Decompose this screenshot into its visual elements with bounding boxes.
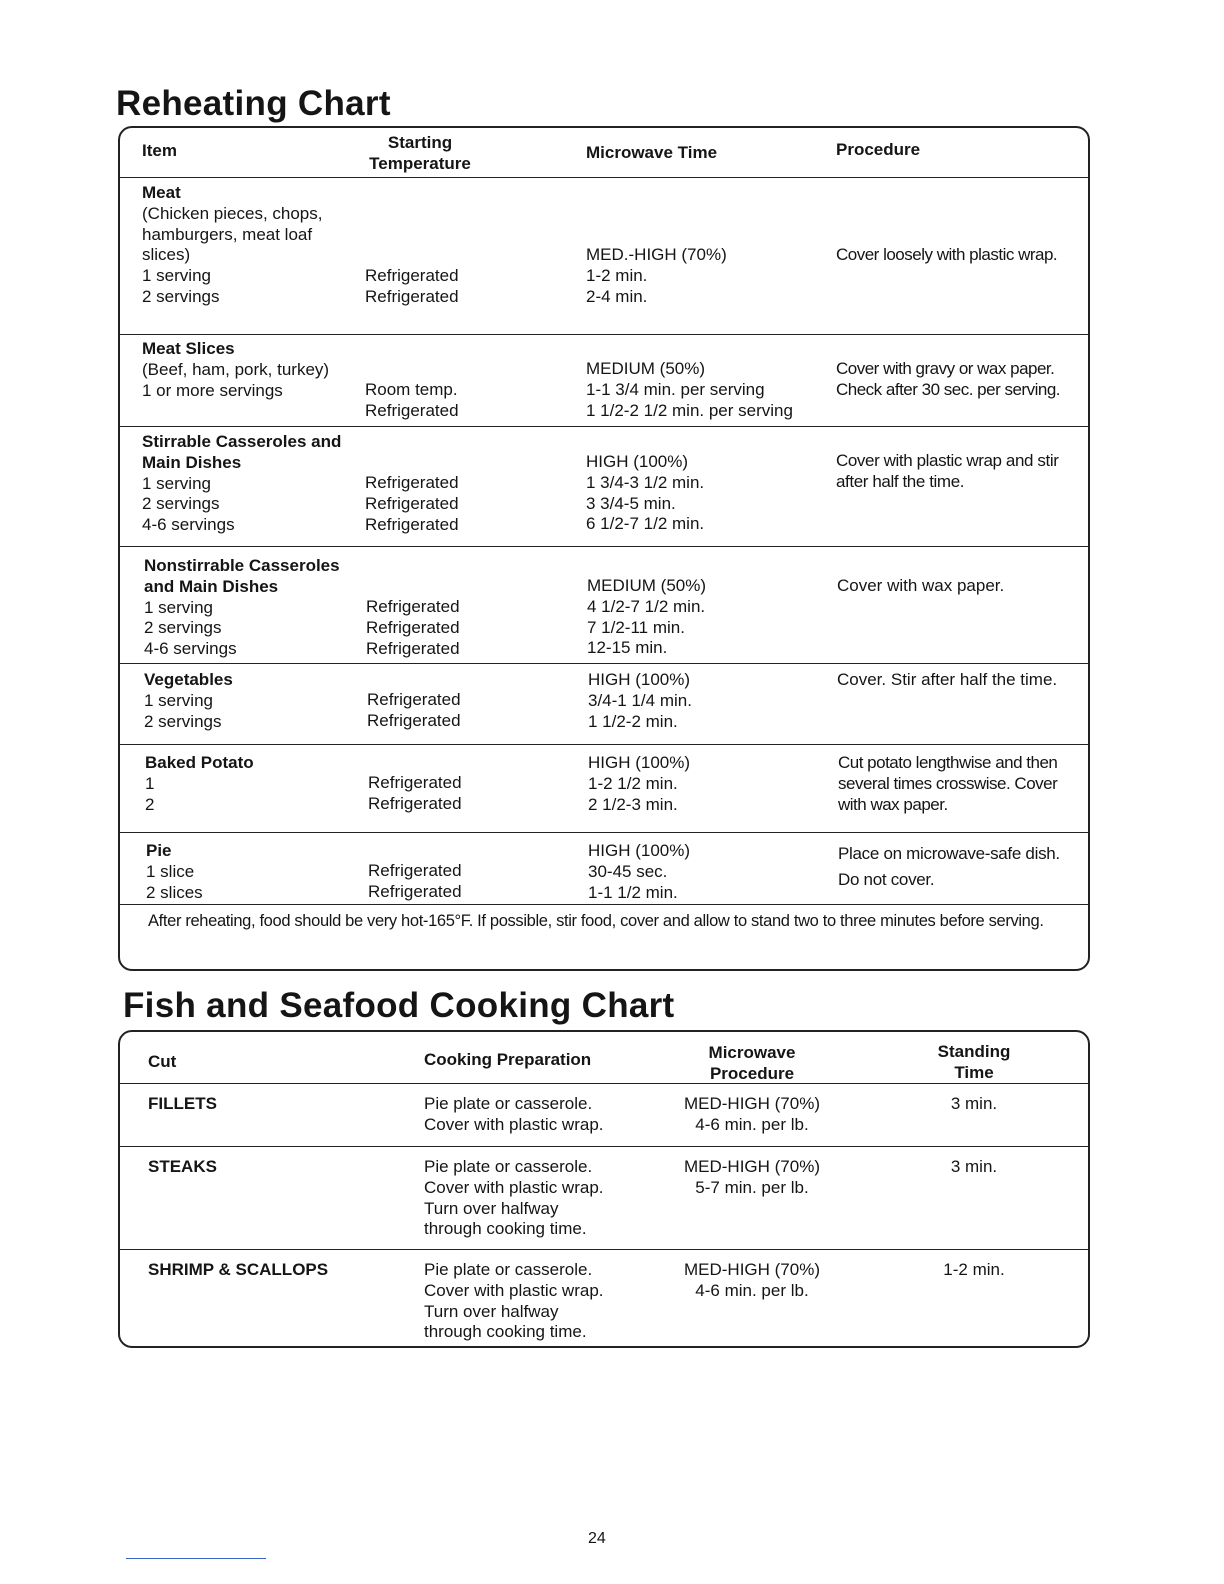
row-divider [120, 426, 1088, 427]
procedure-cell: Cover. Stir after half the time. [837, 670, 1058, 689]
item-cell [144, 670, 233, 732]
fish-chart-title: Fish and Seafood Cooking Chart [123, 986, 675, 1025]
time-cell: MEDIUM (50%) 1-1 3/4 min. per serving 1 1/2-2 1/2 min. per serving [586, 359, 793, 420]
header-procedure: Procedure [836, 140, 921, 159]
time-cell: HIGH (100%) 1 3/4-3 1/2 min. 3 3/4-5 min. 6 1/2-7 1/2 min. [586, 452, 705, 534]
standing-time-cell: 3 min. [950, 1094, 998, 1113]
preparation-cell: Pie plate or casserole. Cover with plastic wrap. Turn over halfway through cooking time. [424, 1157, 604, 1239]
temperature-cell: Refrigerated Refrigerated Refrigerated [366, 597, 460, 658]
footer-rule [126, 1558, 266, 1559]
temperature-cell: Refrigerated Refrigerated [368, 861, 462, 901]
procedure-cell: Cut potato lengthwise and then several times crosswise. Cover with wax paper. [838, 753, 1058, 814]
item-cell [142, 432, 341, 536]
item-detail: 1 serving 2 servings 4-6 servings [142, 473, 235, 535]
header-cooking-preparation: Cooking Preparation [424, 1050, 592, 1069]
microwave-procedure-cell: MED-HIGH (70%) 5-7 min. per lb. [683, 1157, 820, 1197]
item-cell [142, 183, 322, 308]
cut-cell: SHRIMP & SCALLOPS [148, 1260, 329, 1279]
time-cell: MED.-HIGH (70%) 1-2 min. 2-4 min. [586, 245, 727, 306]
procedure-cell: Cover with wax paper. [837, 576, 1005, 595]
procedure-cell: Place on microwave-safe dish. Do not cover. [838, 844, 1060, 889]
header-divider [120, 177, 1088, 178]
table-row [120, 183, 1088, 333]
row-divider [120, 334, 1088, 335]
preparation-cell: Pie plate or casserole. Cover with plastic wrap. Turn over halfway through cooking time. [424, 1260, 604, 1342]
item-detail: 1 slice 2 slices [146, 861, 203, 902]
item-title: Vegetables [144, 670, 233, 689]
item-cell [142, 339, 329, 401]
item-title: Meat [142, 183, 181, 202]
item-title: Meat Slices [142, 339, 235, 358]
header-item: Item [142, 141, 177, 160]
item-title: Stirrable Casseroles and Main Dishes [142, 432, 342, 472]
item-detail: 1 serving 2 servings 4-6 servings [144, 597, 237, 659]
temperature-cell: Refrigerated Refrigerated [367, 690, 461, 730]
microwave-procedure-cell: MED-HIGH (70%) 4-6 min. per lb. [683, 1094, 820, 1134]
header-starting-temperature: Starting Temperature [369, 133, 471, 173]
item-detail: 1 2 [145, 773, 155, 814]
standing-time-cell: 3 min. [950, 1157, 998, 1176]
procedure-cell: Cover loosely with plastic wrap. [836, 245, 1058, 264]
header-standing-time: Standing Time [937, 1042, 1011, 1082]
time-cell: HIGH (100%) 1-2 1/2 min. 2 1/2-3 min. [588, 753, 691, 814]
reheating-note: After reheating, food should be very hot-165°F. If possible, stir food, cover and allow to stand two to three minutes before serving. [148, 912, 1044, 930]
item-title: Pie [146, 841, 172, 860]
time-cell: MEDIUM (50%) 4 1/2-7 1/2 min. 7 1/2-11 min. 12-15 min. [587, 576, 707, 658]
fish-seafood-chart-table [118, 1030, 1090, 1348]
row-divider [120, 1146, 1088, 1147]
item-cell [146, 841, 203, 903]
preparation-cell: Pie plate or casserole. Cover with plastic wrap. [424, 1094, 604, 1134]
item-detail: 1 serving 2 servings [144, 690, 222, 731]
temperature-cell: Refrigerated Refrigerated [368, 773, 462, 813]
cut-cell: STEAKS [148, 1157, 217, 1176]
microwave-procedure-cell: MED-HIGH (70%) 4-6 min. per lb. [683, 1260, 820, 1300]
temperature-cell: Refrigerated Refrigerated [365, 266, 459, 306]
item-detail: (Chicken pieces, chops, hamburgers, meat loaf slices) 1 serving 2 servings [142, 203, 323, 306]
row-divider [120, 832, 1088, 833]
time-cell: HIGH (100%) 30-45 sec. 1-1 1/2 min. [588, 841, 691, 902]
item-title: Baked Potato [145, 753, 254, 772]
row-divider [120, 904, 1088, 905]
header-cut: Cut [148, 1052, 177, 1071]
row-divider [120, 1249, 1088, 1250]
header-divider [120, 1083, 1088, 1084]
row-divider [120, 744, 1088, 745]
page-number: 24 [588, 1530, 606, 1547]
row-divider [120, 663, 1088, 664]
procedure-cell: Cover with plastic wrap and stir after half the time. [836, 451, 1059, 491]
procedure-cell: Cover with gravy or wax paper. Check after 30 sec. per serving. [836, 359, 1061, 399]
standing-time-cell: 1-2 min. [943, 1260, 1005, 1279]
temperature-cell: Room temp. Refrigerated [365, 380, 459, 420]
temperature-cell: Refrigerated Refrigerated Refrigerated [365, 473, 459, 534]
reheating-chart-title: Reheating Chart [116, 84, 391, 123]
item-detail: (Beef, ham, pork, turkey) 1 or more servings [142, 359, 330, 400]
row-divider [120, 546, 1088, 547]
cut-cell: FILLETS [148, 1094, 217, 1113]
time-cell: HIGH (100%) 3/4-1 1/4 min. 1 1/2-2 min. [588, 670, 692, 731]
item-cell [144, 556, 340, 660]
reheating-chart-table [118, 126, 1090, 971]
header-microwave-time: Microwave Time [586, 143, 718, 162]
item-title: Nonstirrable Casseroles and Main Dishes [144, 556, 340, 596]
header-microwave-procedure: Microwave Procedure [708, 1043, 796, 1083]
item-cell [145, 753, 254, 815]
